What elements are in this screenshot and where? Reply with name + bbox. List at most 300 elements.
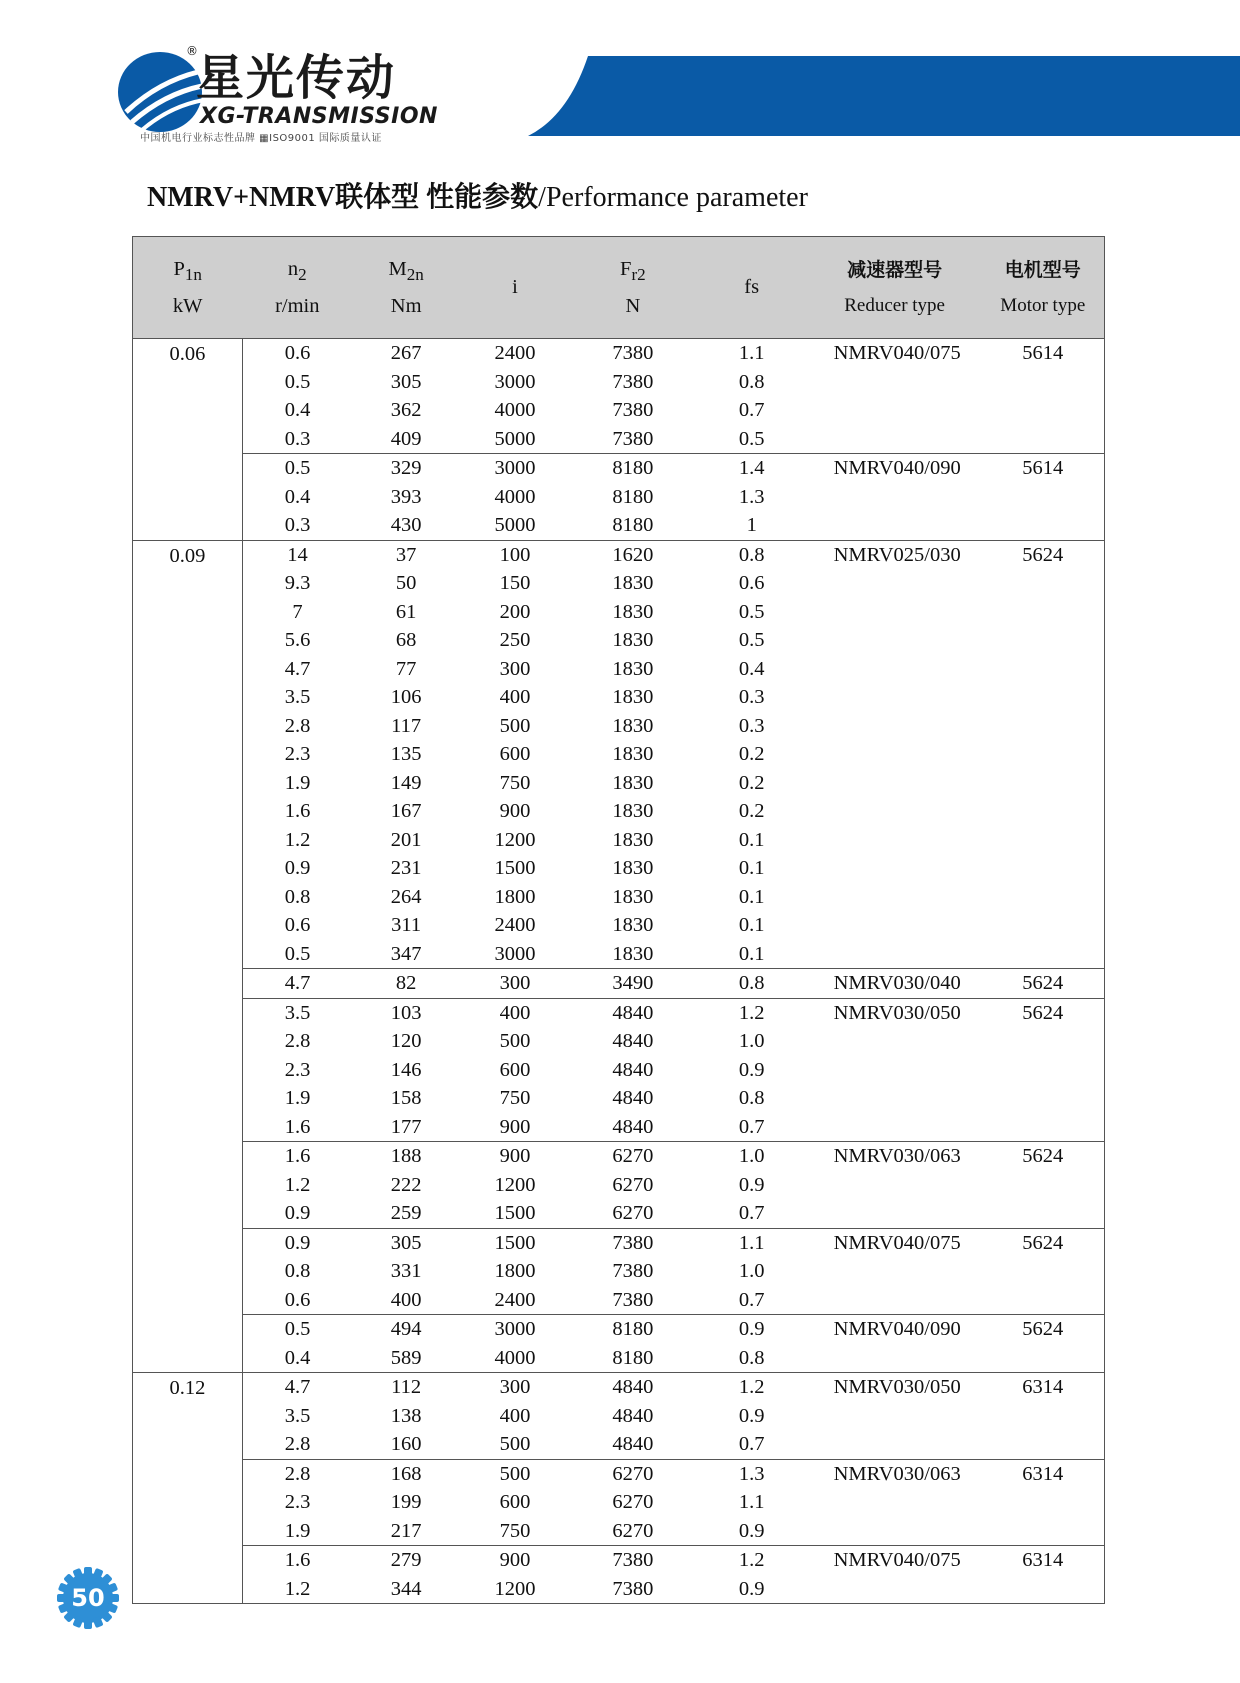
fr2-cell: 1830 [612,686,654,708]
motor-type-cell [982,769,1105,798]
m2n-cell: 329 [352,454,460,483]
motor-type-cell [982,1488,1105,1517]
n2-cell: 1.2 [284,828,311,851]
n2-cell: 0.8 [284,885,311,908]
motor-type-cell [982,1171,1105,1200]
n2-cell: 0.4 [284,1346,311,1369]
table-row [133,1228,1105,1257]
m2n-cell: 61 [395,600,417,623]
i-cell: 3000 [460,454,570,483]
fr2-cell: 6270 [612,1519,654,1542]
power-cell: 0.12 [133,1373,243,1604]
fr2-cell: 1830 [612,657,654,680]
reducer-type-cell: NMRV040/075 [833,342,961,364]
table-row [133,368,1105,397]
reducer-type-cell [808,368,982,397]
n2-cell: 0.5 [242,1315,352,1344]
i-cell: 3000 [494,942,536,965]
m2n-cell: 106 [390,686,422,708]
i-cell: 4000 [494,485,536,508]
n2-cell: 0.4 [284,485,311,508]
header-n2: $n_2$ r/min [242,237,352,339]
fr2-cell: 6270 [570,1142,696,1171]
power-cell: 0.09 [133,540,243,1373]
fs-cell: 1.2 [696,1373,808,1402]
m2n-cell: 311 [391,914,422,936]
fs-cell: 1 [746,514,757,536]
n2-cell: 3.5 [284,686,311,708]
motor-type-cell [982,1084,1105,1113]
m2n-cell: 267 [390,342,422,364]
m2n-cell: 188 [352,1142,460,1171]
reducer-type-cell: NMRV025/030 [808,540,982,569]
reducer-type-cell [808,1430,982,1459]
table-row [133,598,1105,627]
motor-type-cell [982,1113,1105,1142]
n2-cell: 4.7 [242,1373,352,1402]
reducer-type-cell [808,1084,982,1113]
fr2-cell: 7380 [612,399,654,421]
n2-cell: 2.8 [284,1030,311,1052]
m2n-cell: 158 [390,1087,422,1109]
fs-cell: 0.3 [738,714,765,737]
fs-cell: 0.1 [738,914,765,936]
brand-name-en: XG-TRANSMISSION [200,104,438,129]
n2-cell: 0.5 [242,454,352,483]
motor-type-cell [982,854,1105,883]
motor-type-cell: 6314 [982,1546,1105,1575]
reducer-type-cell [808,1257,982,1286]
n2-cell: 2.8 [284,1433,311,1455]
i-cell: 3000 [460,1315,570,1344]
i-cell: 2400 [494,914,536,936]
reducer-type-cell [808,1113,982,1142]
n2-cell: 1.9 [284,1519,311,1542]
fr2-cell: 1830 [612,600,654,623]
n2-cell: 3.5 [242,998,352,1027]
i-cell: 5000 [494,514,536,536]
n2-cell: 1.6 [242,1546,352,1575]
i-cell: 1800 [494,885,536,908]
motor-type-cell [982,1056,1105,1085]
fr2-cell: 1830 [612,771,654,794]
m2n-cell: 82 [352,969,460,999]
motor-type-cell [982,1257,1105,1286]
table-row [133,483,1105,512]
registered-mark: ® [186,44,198,58]
table-row [133,1373,1105,1402]
reducer-type-cell [808,1488,982,1517]
table-row [133,1546,1105,1575]
m2n-cell: 430 [390,514,422,536]
motor-type-cell [982,626,1105,655]
i-cell: 600 [499,743,531,765]
reducer-type-cell [808,683,982,712]
fr2-cell: 4840 [612,1115,654,1138]
motor-type-cell [982,368,1105,397]
i-cell: 300 [460,969,570,999]
motor-type-cell [982,655,1105,684]
fr2-cell: 1830 [612,857,654,879]
reducer-type-cell [808,483,982,512]
reducer-type-cell [808,940,982,969]
n2-cell: 2.3 [284,1491,311,1513]
reducer-type-cell: NMRV040/090 [808,1315,982,1344]
fr2-cell: 1830 [612,714,654,737]
m2n-cell: 135 [390,743,422,765]
i-cell: 400 [499,686,531,708]
m2n-cell: 201 [390,828,422,851]
fr2-cell: 4840 [612,1087,654,1109]
fr2-cell: 4840 [570,1373,696,1402]
i-cell: 1200 [494,1577,536,1600]
motor-type-cell: 5624 [982,1142,1105,1171]
m2n-cell: 160 [390,1433,422,1455]
motor-type-cell [982,569,1105,598]
fr2-cell: 6270 [612,1173,654,1196]
n2-cell: 1.9 [284,1087,311,1109]
reducer-type-cell [808,740,982,769]
reducer-type-cell [808,511,982,540]
reducer-type-cell [808,911,982,940]
fs-cell: 0.9 [738,1577,765,1600]
table-row [133,454,1105,483]
motor-type-cell [982,1430,1105,1459]
fr2-cell: 1830 [612,572,654,594]
reducer-type-cell: NMRV030/063 [808,1142,982,1171]
motor-type-cell [982,396,1105,425]
fs-cell: 1.0 [696,1142,808,1171]
fs-cell: 1.3 [738,485,765,508]
fs-cell: 0.8 [738,370,765,393]
motor-type-cell [982,511,1105,540]
reducer-type-cell [808,769,982,798]
fr2-cell: 1830 [612,942,654,965]
n2-cell: 0.5 [284,942,311,965]
fs-cell: 1.1 [696,1228,808,1257]
header-fr2: $F_{r2}$ N [570,237,696,339]
m2n-cell: 494 [352,1315,460,1344]
fr2-cell: 1830 [612,885,654,908]
motor-type-cell [982,1027,1105,1056]
motor-type-cell: 5624 [982,540,1105,569]
m2n-cell: 77 [395,657,417,680]
m2n-cell: 589 [390,1346,422,1369]
i-cell: 1200 [494,1173,536,1196]
fs-cell: 1.0 [738,1260,765,1282]
reducer-type-cell [808,854,982,883]
i-cell: 900 [460,1142,570,1171]
i-cell: 750 [499,771,531,794]
m2n-cell: 222 [390,1173,422,1196]
n2-cell: 0.9 [242,1228,352,1257]
fs-cell: 0.8 [696,969,808,999]
table-header-row [133,237,1105,339]
m2n-cell: 103 [352,998,460,1027]
fs-cell: 0.5 [738,629,765,651]
fr2-cell: 6270 [570,1459,696,1488]
fr2-cell: 8180 [570,1315,696,1344]
fs-cell: 0.9 [738,1404,765,1427]
table-row [133,1315,1105,1344]
fr2-cell: 8180 [612,514,654,536]
motor-type-cell [982,712,1105,741]
fs-cell: 1.3 [696,1459,808,1488]
i-cell: 500 [499,714,531,737]
i-cell: 3000 [494,370,536,393]
fr2-cell: 6270 [612,1491,654,1513]
fs-cell: 0.8 [738,1087,765,1109]
reducer-type-cell: NMRV040/090 [808,454,982,483]
i-cell: 400 [460,998,570,1027]
n2-cell: 0.6 [284,914,311,936]
m2n-cell: 37 [352,540,460,569]
table-row [133,1488,1105,1517]
m2n-cell: 50 [395,572,417,594]
m2n-cell: 393 [390,485,422,508]
table-row [133,1286,1105,1315]
reducer-type-cell [808,396,982,425]
table-row [133,712,1105,741]
m2n-cell: 409 [390,427,422,450]
n2-cell: 2.3 [284,1058,311,1081]
n2-cell: 0.5 [284,370,311,393]
n2-cell: 1.2 [284,1577,311,1600]
table-row [133,1142,1105,1171]
motor-type-cell: 5614 [982,454,1105,483]
reducer-type-cell: NMRV030/063 [808,1459,982,1488]
fs-cell: 0.6 [738,572,765,594]
i-cell: 250 [499,629,531,651]
m2n-cell: 231 [390,857,422,879]
m2n-cell: 400 [390,1288,422,1311]
fs-cell: 0.8 [738,1346,765,1369]
n2-cell: 4.7 [242,969,352,999]
fr2-cell: 7380 [612,1577,654,1600]
brand-name-cn: 星光传动 [196,50,397,106]
table-row [133,1027,1105,1056]
table-row [133,540,1105,569]
m2n-cell: 279 [352,1546,460,1575]
motor-type-cell [982,740,1105,769]
table-row [133,940,1105,969]
reducer-type-cell [808,1056,982,1085]
reducer-type-cell [808,883,982,912]
table-row [133,1171,1105,1200]
table-row [133,683,1105,712]
fs-cell: 1.2 [696,1546,808,1575]
motor-type-cell: 5624 [982,1315,1105,1344]
n2-cell: 1.9 [284,771,311,794]
fr2-cell: 3490 [570,969,696,999]
fs-cell: 0.8 [696,540,808,569]
fr2-cell: 7380 [570,1546,696,1575]
fs-cell: 0.7 [738,1433,765,1455]
fs-cell: 0.9 [738,1058,765,1081]
motor-type-cell [982,425,1105,454]
i-cell: 200 [499,600,531,623]
i-cell: 600 [499,1491,531,1513]
fr2-cell: 7380 [612,1260,654,1282]
fr2-cell: 8180 [612,1346,654,1369]
m2n-cell: 264 [390,885,422,908]
motor-type-cell [982,683,1105,712]
fs-cell: 0.7 [738,1288,765,1311]
i-cell: 750 [499,1519,531,1542]
power-cell: 0.06 [133,339,243,541]
n2-cell: 2.3 [284,743,311,765]
n2-cell: 0.6 [284,1288,311,1311]
table-row [133,655,1105,684]
table-row [133,740,1105,769]
fs-cell: 0.9 [738,1519,765,1542]
i-cell: 1500 [494,857,536,879]
i-cell: 600 [499,1058,531,1081]
header-fs: fs [696,237,808,339]
motor-type-cell: 5624 [982,969,1105,999]
n2-cell: 7 [292,600,303,623]
n2-cell: 1.6 [284,800,311,822]
i-cell: 1200 [494,828,536,851]
n2-cell: 3.5 [284,1404,311,1427]
fs-cell: 0.9 [738,1173,765,1196]
table-body [133,339,1105,1604]
i-cell: 5000 [494,427,536,450]
reducer-type-cell [808,1344,982,1373]
title-en: /Performance parameter [538,182,808,213]
fr2-cell: 8180 [612,485,654,508]
fs-cell: 1.4 [696,454,808,483]
table-row [133,911,1105,940]
n2-cell: 1.2 [284,1173,311,1196]
motor-type-cell: 5624 [982,998,1105,1027]
fs-cell: 0.2 [738,743,765,765]
i-cell: 100 [460,540,570,569]
reducer-type-cell [808,1402,982,1431]
motor-type-cell [982,883,1105,912]
title-cn: NMRV+NMRV联体型 性能参数 [147,182,539,213]
fr2-cell: 4840 [612,1404,654,1427]
motor-type-cell [982,1199,1105,1228]
n2-cell: 14 [242,540,352,569]
table-row [133,969,1105,999]
fs-cell: 0.2 [738,771,765,794]
motor-type-cell [982,1402,1105,1431]
table-row [133,1113,1105,1142]
i-cell: 750 [499,1087,531,1109]
table-row [133,769,1105,798]
motor-type-cell: 5614 [1022,342,1064,364]
i-cell: 500 [499,1030,531,1052]
brand-tagline: 中国机电行业标志性品牌 ▦ISO9001 国际质量认证 [140,133,382,144]
fr2-cell: 4840 [612,1058,654,1081]
motor-type-cell [982,797,1105,826]
header-p1n: $P_{1n}$ kW [133,237,243,339]
reducer-type-cell [808,1027,982,1056]
m2n-cell: 149 [390,771,422,794]
m2n-cell: 168 [352,1459,460,1488]
table-row [133,1199,1105,1228]
n2-cell: 0.9 [284,857,311,879]
reducer-type-cell: NMRV040/075 [808,1546,982,1575]
m2n-cell: 117 [391,714,422,737]
table-row [133,396,1105,425]
i-cell: 300 [499,657,531,680]
motor-type-cell [982,598,1105,627]
i-cell: 4000 [494,399,536,421]
motor-type-cell [982,911,1105,940]
fr2-cell: 4840 [612,1433,654,1455]
header-reducer: 减速器型号 Reducer type [808,237,982,339]
i-cell: 2400 [494,1288,536,1311]
motor-type-cell [982,1344,1105,1373]
motor-type-cell: 6314 [982,1373,1105,1402]
motor-type-cell: 6314 [982,1459,1105,1488]
table-row [133,1517,1105,1546]
n2-cell: 0.4 [284,399,311,421]
n2-cell: 0.9 [284,1202,311,1224]
reducer-type-cell: NMRV030/050 [808,1373,982,1402]
n2-cell: 5.6 [284,629,311,651]
motor-type-cell [982,940,1105,969]
m2n-cell: 120 [390,1030,422,1052]
table-row [133,1459,1105,1488]
fs-cell: 0.5 [738,600,765,623]
reducer-type-cell [808,1286,982,1315]
header-i: i [460,237,570,339]
m2n-cell: 347 [390,942,422,965]
header-banner [528,56,1240,136]
fs-cell: 0.3 [738,686,765,708]
motor-type-cell: 5624 [982,1228,1105,1257]
reducer-type-cell: NMRV030/050 [808,998,982,1027]
n2-cell: 0.3 [284,427,311,450]
fs-cell: 0.7 [738,399,765,421]
m2n-cell: 344 [390,1577,422,1600]
table-row [133,1575,1105,1604]
fs-cell: 1.0 [738,1030,765,1052]
fs-cell: 0.4 [738,657,765,680]
fr2-cell: 1830 [612,800,654,822]
page-title [147,184,808,212]
n2-cell: 4.7 [284,657,311,680]
fs-cell: 0.1 [738,857,765,879]
fr2-cell: 8180 [570,454,696,483]
fs-cell: 0.9 [696,1315,808,1344]
m2n-cell: 112 [352,1373,460,1402]
performance-table [132,236,1105,1604]
fr2-cell: 1830 [612,914,654,936]
reducer-type-cell [808,1575,982,1604]
table-row [133,339,1105,368]
motor-type-cell [982,483,1105,512]
table-row [133,854,1105,883]
motor-type-cell [982,826,1105,855]
table-row [133,1056,1105,1085]
m2n-cell: 305 [352,1228,460,1257]
table-row [133,1430,1105,1459]
reducer-type-cell [808,569,982,598]
fr2-cell: 7380 [570,1228,696,1257]
m2n-cell: 362 [390,399,422,421]
fr2-cell: 1620 [570,540,696,569]
n2-cell: 9.3 [284,572,311,594]
m2n-cell: 68 [395,629,417,651]
i-cell: 900 [460,1546,570,1575]
reducer-type-cell [808,655,982,684]
m2n-cell: 305 [390,370,422,393]
fs-cell: 1.1 [738,1491,765,1513]
